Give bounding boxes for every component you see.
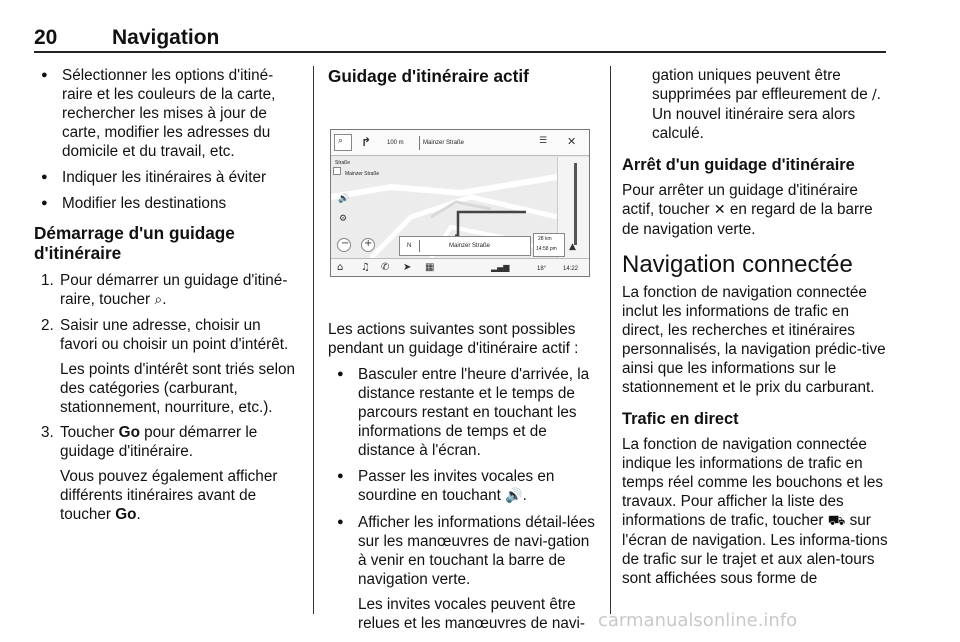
clock: 14:22 — [563, 266, 579, 272]
minus-icon: − — [341, 238, 350, 249]
text: gation uniques peuvent être supprimées par effleurement de — [652, 67, 868, 103]
arrival-time: 14:58 pm — [536, 246, 557, 252]
bullet-item: ● Afficher les informations détail-lées sur les manœuvres de navi-gation à venir en touchant la barre de navigation verte. — [328, 513, 600, 589]
text: sur l'écran de navigation. Les informa-tions de trafic sur le trajet et aux alen-tours sont affichées sous forme de — [622, 512, 888, 587]
column-1 — [34, 66, 302, 530]
bullet-item — [328, 467, 600, 506]
live-traffic-text — [622, 435, 888, 588]
section-heading-live-traffic: Trafic en direct — [622, 410, 739, 428]
go-label: Go — [118, 424, 140, 441]
temperature: 18° — [537, 266, 547, 272]
section-heading-connected-navigation: Navigation connectée — [622, 251, 853, 278]
phone-icon: ✆ — [381, 262, 390, 273]
pencil-icon: ∕ — [871, 87, 877, 103]
gear-icon: ⚙ — [339, 214, 348, 224]
bullet-text: Passer les invites vocales en sourdine en touchant — [358, 468, 555, 504]
next-street: Mainzer Straße — [423, 140, 465, 146]
bullet-item: ● Sélectionner les options d'itiné-raire et les couleurs de la carte, rechercher les mises à jour de carte, modifier les adresses du domicile et du travail, etc. — [34, 66, 302, 161]
remaining-distance: 28 km — [538, 236, 552, 242]
page-header — [34, 26, 886, 52]
bullet-note: Les invites vocales peuvent être relues et les manœuvres de navi- — [358, 596, 585, 632]
section-heading-active-guidance: Guidage d'itinéraire actif — [328, 66, 529, 86]
bullet-text-end: . — [522, 487, 527, 504]
vehicle-progress-icon: ▲ — [569, 242, 576, 252]
step-text: Toucher — [60, 424, 115, 441]
search-icon: ⌕ — [338, 136, 344, 146]
traffic-icon: ⛟ — [827, 513, 846, 529]
progress-track — [574, 163, 577, 245]
map-label: Straße — [335, 160, 351, 166]
plus-icon: + — [364, 238, 373, 249]
column-divider — [610, 66, 611, 614]
step-text: Saisir une adresse, choisir un favori ou choisir un point d'intérêt. — [60, 317, 289, 353]
text: . Un nouvel itinéraire sera alors calculé. — [652, 86, 881, 142]
header-rule — [34, 51, 886, 53]
step-number: 2. — [41, 317, 54, 334]
bullet-item: ● Modifier les destinations — [34, 194, 302, 213]
navigation-icon: ➤ — [403, 262, 412, 273]
step-number: 1. — [41, 272, 54, 289]
map-marker — [333, 167, 341, 175]
stop-guidance-text — [622, 181, 888, 239]
go-label: Go — [115, 506, 137, 523]
continued-text — [622, 66, 888, 143]
column-3 — [622, 66, 888, 588]
column-2 — [328, 66, 600, 94]
system-bar — [331, 258, 590, 277]
bullet-item: ● Indiquer les itinéraires à éviter — [34, 168, 302, 187]
step-1 — [34, 271, 302, 310]
speaker-icon: 🔊 — [338, 194, 350, 204]
step-text: pour démarrer le guidage d'itinéraire. — [60, 424, 258, 460]
nav-top-bar — [331, 130, 590, 156]
music-icon: ♫ — [361, 262, 370, 273]
step-2 — [34, 316, 302, 354]
step-3-note — [34, 467, 302, 524]
step-number: 3. — [41, 424, 54, 441]
apps-icon: ▦ — [425, 262, 435, 273]
note-text-end: . — [136, 506, 141, 523]
close-icon: ✕ — [567, 135, 577, 148]
list-icon: ☰ — [539, 136, 548, 146]
actions-intro: Les actions suivantes sont possibles pendant un guidage d'itinéraire actif : — [328, 321, 579, 357]
separator — [419, 136, 420, 150]
section-heading-stop-guidance: Arrêt d'un guidage d'itinéraire — [622, 156, 855, 174]
turn-right-arrow-icon: ↱ — [361, 135, 372, 149]
note-text: Vous pouvez également afficher différents itinéraires avant de toucher — [60, 468, 278, 523]
page-number: 20 — [34, 26, 58, 49]
map-label: Mainzer Straße — [345, 171, 380, 177]
step-text: Pour démarrer un guidage d'itiné-raire, toucher — [60, 272, 288, 308]
compass-direction: N — [407, 243, 412, 249]
column-2-body — [328, 320, 600, 633]
connected-navigation-text: La fonction de navigation connectée inclut les informations de trafic en direct, les recherches et itinéraires personnalisés, la navigation prédic-tive ainsi que les informations sur le stationnement et le prix du carburant. — [622, 284, 886, 396]
step-3 — [34, 423, 302, 461]
speaker-icon: 🔊 — [505, 488, 523, 504]
text: La fonction de navigation connectée indique les informations de trafic en temps réel comme les bouchons et les travaux. Pour afficher la liste des informations de trafic, toucher — [622, 436, 884, 529]
watermark: carmanualsonline.info — [598, 610, 798, 631]
text: Pour arrêter un guidage d'itinéraire actif, toucher — [622, 182, 858, 218]
text: en regard de la barre de navigation verte. — [622, 201, 873, 238]
current-street: Mainzer Straße — [449, 243, 491, 249]
separator — [419, 240, 420, 252]
home-icon: ⌂ — [337, 262, 344, 273]
step-2-note: Les points d'intérêt sont triés selon des catégories (carburant, stationnement, nourriture, etc.). — [60, 361, 296, 416]
bullet-item: ● Basculer entre l'heure d'arrivée, la distance restante et le temps de parcours restant en touchant les informations de temps et de distance à l'écran. — [328, 365, 600, 460]
chapter-title: Navigation — [112, 26, 220, 49]
step-text-end: . — [162, 291, 167, 308]
column-divider — [313, 66, 314, 614]
navigation-screen-figure — [330, 129, 590, 277]
maneuver-distance: 100 m — [387, 140, 404, 146]
close-icon: ✕ — [713, 202, 726, 218]
signal-icon: ▂▄▆ — [491, 263, 510, 272]
search-icon: ⌕ — [154, 292, 163, 308]
section-heading-start-guidance: Démarrage d'un guidage d'itinéraire — [34, 223, 235, 263]
